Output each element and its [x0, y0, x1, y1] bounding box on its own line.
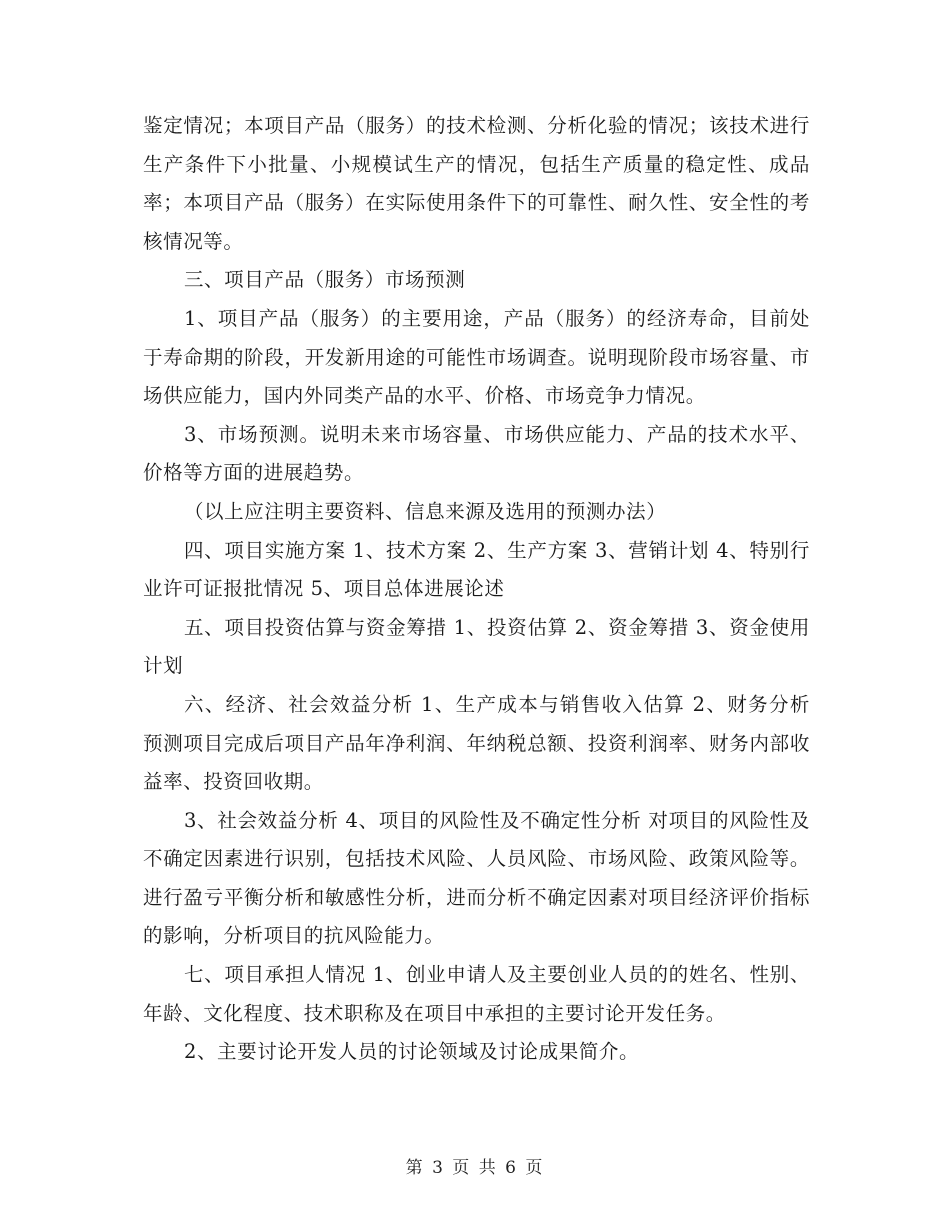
paragraph-continuation: 鉴定情况；本项目产品（服务）的技术检测、分析化验的情况；该技术进行生产条件下小批量、小规模试生产的情况，包括生产质量的稳定性、成品率；本项目产品（服务）在实际使用条件下的可靠性、耐久性、安全性的考核情况等。	[143, 114, 810, 253]
section-project-personnel: 七、项目承担人情况 1、创业申请人及主要创业人员的的姓名、性别、年龄、文化程度、技术职称及在项目中承担的主要讨论开发任务。	[143, 963, 810, 1025]
paragraph-research-personnel: 2、主要讨论开发人员的讨论领域及讨论成果简介。	[183, 1040, 640, 1064]
paragraph-market-forecast: 3、市场预测。说明未来市场容量、市场供应能力、产品的技术水平、价格等方面的进展趋势。	[143, 422, 810, 485]
section-investment-estimate: 五、项目投资估算与资金筹措 1、投资估算 2、资金筹措 3、资金使用计划	[143, 615, 810, 678]
section-economic-analysis: 六、经济、社会效益分析 1、生产成本与销售收入估算 2、财务分析 预测项目完成后项目产品年净利润、年纳税总额、投资利润率、财务内部收益率、投资回收期。	[143, 692, 810, 794]
paragraph-risk-analysis: 3、社会效益分析 4、项目的风险性及不确定性分析 对项目的风险性及不确定因素进行识别，包括技术风险、人员风险、市场风险、政策风险等。 进行盈亏平衡分析和敏感性分析，进而分析不确定因素对项目经济评价指标的影响，分析项目的抗风险能力。	[143, 808, 810, 948]
page-number-footer: 第 3 页 共 6 页	[405, 1158, 545, 1178]
section-implementation-plan: 四、项目实施方案 1、技术方案 2、生产方案 3、营销计划 4、特别行业许可证报批情况 5、项目总体进展论述	[143, 538, 810, 601]
document-body	[143, 107, 810, 1072]
paragraph-note: （以上应注明主要资料、信息来源及选用的预测办法）	[183, 499, 667, 523]
section-heading-market-forecast: 三、项目产品（服务）市场预测	[183, 268, 466, 292]
paragraph-product-usage: 1、项目产品（服务）的主要用途，产品（服务）的经济寿命，目前处于寿命期的阶段，开发新用途的可能性市场调查。说明现阶段市场容量、市场供应能力，国内外同类产品的水平、价格、市场竞争力情况。	[143, 306, 810, 408]
